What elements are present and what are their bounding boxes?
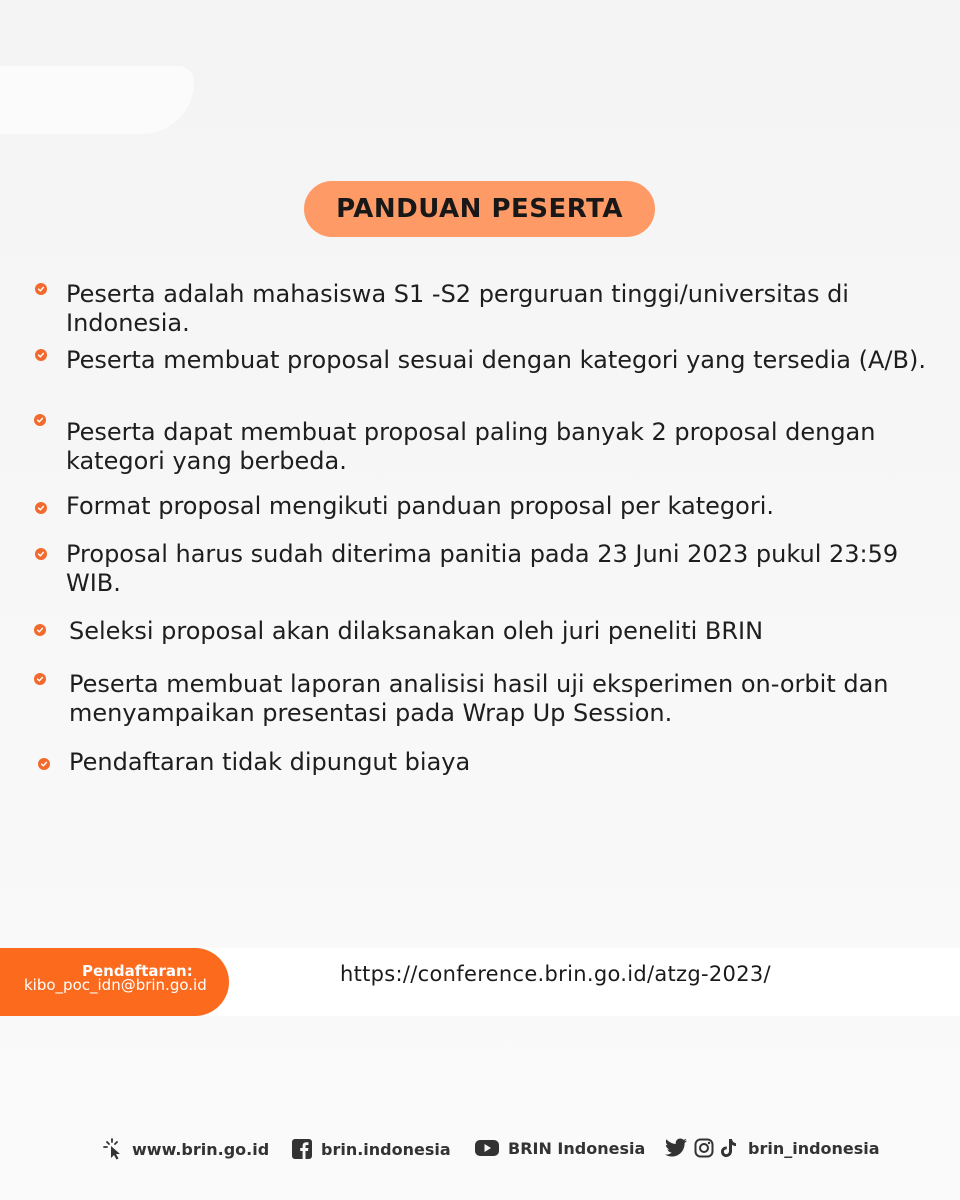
decorative-corner-shape <box>0 66 194 134</box>
check-bullet-icon <box>38 758 50 770</box>
cursor-click-icon <box>102 1138 124 1160</box>
conference-url-link[interactable]: https://conference.brin.go.id/atzg-2023/ <box>340 962 771 986</box>
youtube-link[interactable] <box>474 1138 645 1158</box>
rule-text: Seleksi proposal akan dilaksanakan oleh juri peneliti BRIN <box>69 617 764 645</box>
facebook-label: brin.indonesia <box>321 1139 451 1159</box>
registration-badge <box>0 948 229 1016</box>
rule-text: Peserta membuat proposal sesuai dengan kategori yang tersedia (A/B). <box>66 346 926 374</box>
check-bullet-icon <box>35 502 47 514</box>
rule-text: Peserta dapat membuat proposal paling banyak 2 proposal dengan kategori yang berbeda. <box>66 418 876 475</box>
check-bullet-icon <box>35 283 47 295</box>
rule-text: Pendaftaran tidak dipungut biaya <box>69 748 471 776</box>
facebook-link[interactable] <box>291 1138 451 1160</box>
page-title-text: PANDUAN PESERTA <box>336 194 623 224</box>
instagram-icon <box>694 1138 714 1158</box>
tiktok-icon <box>720 1138 738 1158</box>
check-bullet-icon <box>35 548 47 560</box>
youtube-label: BRIN Indonesia <box>508 1138 646 1158</box>
facebook-icon <box>291 1138 313 1160</box>
website-link[interactable] <box>102 1138 269 1160</box>
registration-label: Pendaftaran: <box>82 962 193 980</box>
social-handle-link[interactable] <box>664 1138 880 1158</box>
registration-email[interactable]: kibo_poc_idn@brin.go.id <box>24 976 207 994</box>
rule-text: Format proposal mengikuti panduan proposal per kategori. <box>66 492 774 520</box>
youtube-icon <box>474 1138 500 1158</box>
rule-text: Peserta membuat laporan analisisi hasil uji eksperimen on-orbit dan menyampaikan presentasi pada Wrap Up Session. <box>69 670 889 727</box>
check-bullet-icon <box>34 414 46 426</box>
twitter-icon <box>664 1138 688 1158</box>
check-bullet-icon <box>34 624 46 636</box>
check-bullet-icon <box>35 349 47 361</box>
rule-text: Proposal harus sudah diterima panitia pada 23 Juni 2023 pukul 23:59 WIB. <box>66 540 899 597</box>
check-bullet-icon <box>34 673 46 685</box>
website-label: www.brin.go.id <box>132 1139 270 1159</box>
rule-text: Peserta adalah mahasiswa S1 -S2 perguruan tinggi/universitas di Indonesia. <box>66 280 849 337</box>
social-handle-label: brin_indonesia <box>748 1138 880 1158</box>
page-title <box>304 181 655 237</box>
